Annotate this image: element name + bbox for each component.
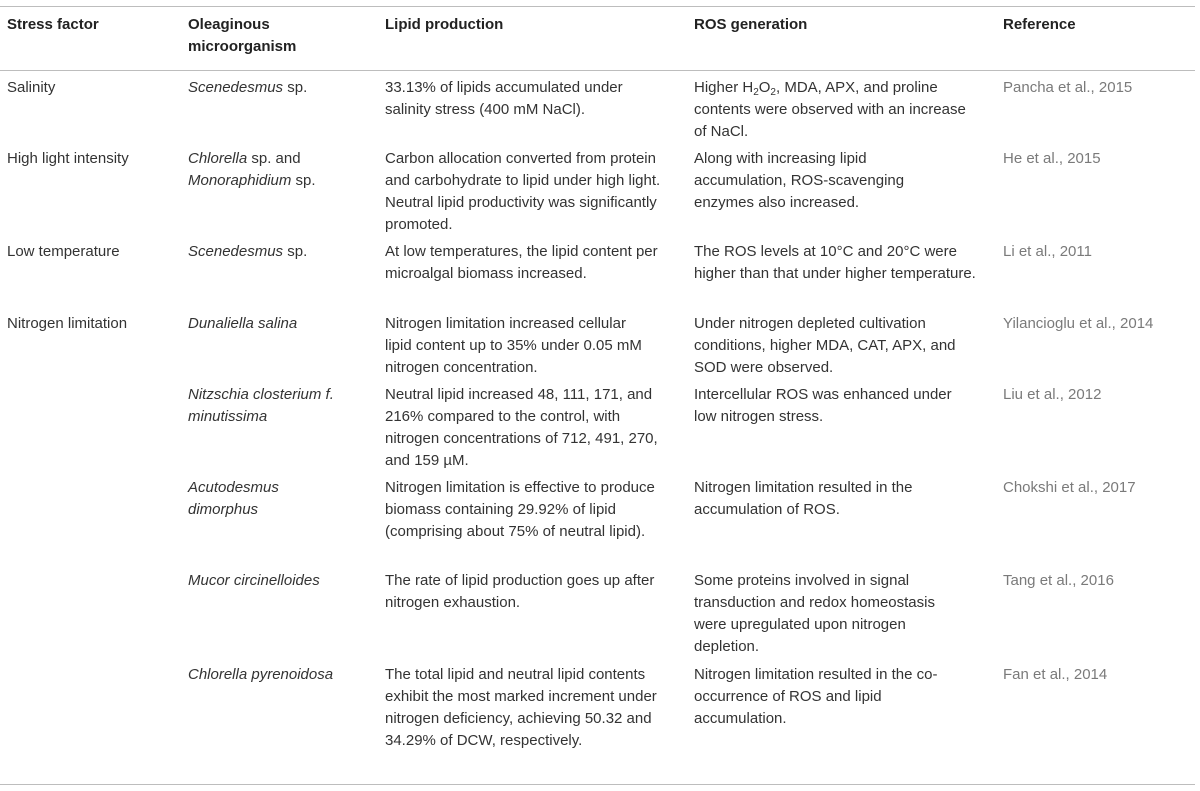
table-row-organism: Mucor circinelloides [188, 572, 320, 589]
table-row-reference: Liu et al., 2012 [1003, 386, 1102, 403]
table-row-lipid: Neutral lipid increased 48, 111, 171, and 216% compared to the control, with nitrogen concentrations of 712, 491, 270, and 159 µM. [385, 386, 658, 469]
table-row-stress: Nitrogen limitation [7, 315, 128, 332]
table-row-organism [188, 148, 368, 192]
table-row-stress: Low temperature [7, 243, 120, 260]
table-row-organism: Nitzschia closterium f. minutissima [188, 386, 334, 425]
table-row-organism [188, 241, 368, 263]
table-row-ros [694, 77, 979, 143]
bottom-rule [0, 784, 1195, 785]
table-row-organism: Chlorella pyrenoidosa [188, 666, 334, 683]
organism-suffix: sp. [291, 172, 316, 189]
header-lipid-production: Lipid production [385, 16, 504, 33]
organism-name: Scenedesmus [188, 79, 284, 96]
table-row-ros: Under nitrogen depleted cultivation conditions, higher MDA, CAT, APX, and SOD were observed. [694, 315, 956, 376]
ros-subscript: 2 [770, 87, 776, 98]
table-row-reference: Pancha et al., 2015 [1003, 79, 1133, 96]
header-stress-factor: Stress factor [7, 16, 99, 33]
header-reference: Reference [1003, 16, 1076, 33]
organism-suffix: sp. and [247, 150, 301, 167]
table-row-lipid: The rate of lipid production goes up after nitrogen exhaustion. [385, 572, 655, 611]
organism-suffix: sp. [283, 243, 308, 260]
table-row-reference: Tang et al., 2016 [1003, 572, 1114, 589]
organism-name: Monoraphidium [188, 172, 292, 189]
table-row-organism: Dunaliella salina [188, 315, 298, 332]
table-row-reference: Chokshi et al., 2017 [1003, 479, 1136, 496]
table-row-stress: High light intensity [7, 150, 129, 167]
table-row-lipid: The total lipid and neutral lipid contents exhibit the most marked increment under nitrogen deficiency, achieving 50.32 and 34.29% of DCW, respectively. [385, 666, 657, 749]
table-row-lipid: Nitrogen limitation increased cellular lipid content up to 35% under 0.05 mM nitrogen concentration. [385, 315, 642, 376]
table-row-ros: Along with increasing lipid accumulation, ROS-scavenging enzymes also increased. [694, 150, 905, 211]
table-row-stress: Salinity [7, 79, 56, 96]
ros-subscript: 2 [753, 87, 759, 98]
table-row-reference: He et al., 2015 [1003, 150, 1101, 167]
top-rule [0, 6, 1195, 7]
table-row-ros: Some proteins involved in signal transduction and redox homeostasis were upregulated upon nitrogen depletion. [694, 572, 935, 655]
ros-text: O [758, 79, 771, 96]
table-row-ros: Nitrogen limitation resulted in the accumulation of ROS. [694, 479, 913, 518]
table-row-lipid: 33.13% of lipids accumulated under salinity stress (400 mM NaCl). [385, 79, 623, 118]
organism-name: Scenedesmus [188, 243, 284, 260]
table-row-organism: Acutodesmus dimorphus [188, 479, 279, 518]
table-row-ros: Nitrogen limitation resulted in the co-occurrence of ROS and lipid accumulation. [694, 666, 938, 727]
organism-name: Chlorella [188, 150, 248, 167]
table-row-lipid: Carbon allocation converted from protein and carbohydrate to lipid under high light. Neutral lipid productivity was significantly promoted. [385, 150, 661, 233]
header-organism: Oleaginous microorganism [188, 16, 297, 55]
table-row-reference: Yilancioglu et al., 2014 [1003, 315, 1154, 332]
organism-suffix: sp. [283, 79, 308, 96]
header-ros-generation: ROS generation [694, 16, 808, 33]
table-row-reference: Fan et al., 2014 [1003, 666, 1108, 683]
ros-text: Higher H [694, 79, 754, 96]
ros-text: , MDA, APX, and proline contents were observed with an increase of NaCl. [694, 79, 966, 140]
table-row-ros: Intercellular ROS was enhanced under low nitrogen stress. [694, 386, 952, 425]
table-row-organism [188, 77, 368, 99]
table-row-reference: Li et al., 2011 [1003, 243, 1092, 260]
table-row-ros: The ROS levels at 10°C and 20°C were higher than that under higher temperature. [694, 243, 976, 282]
table-row-lipid: Nitrogen limitation is effective to produce biomass containing 29.92% of lipid (comprising about 75% of neutral lipid). [385, 479, 655, 540]
header-rule [0, 70, 1195, 71]
table-row-lipid: At low temperatures, the lipid content per microalgal biomass increased. [385, 243, 658, 282]
